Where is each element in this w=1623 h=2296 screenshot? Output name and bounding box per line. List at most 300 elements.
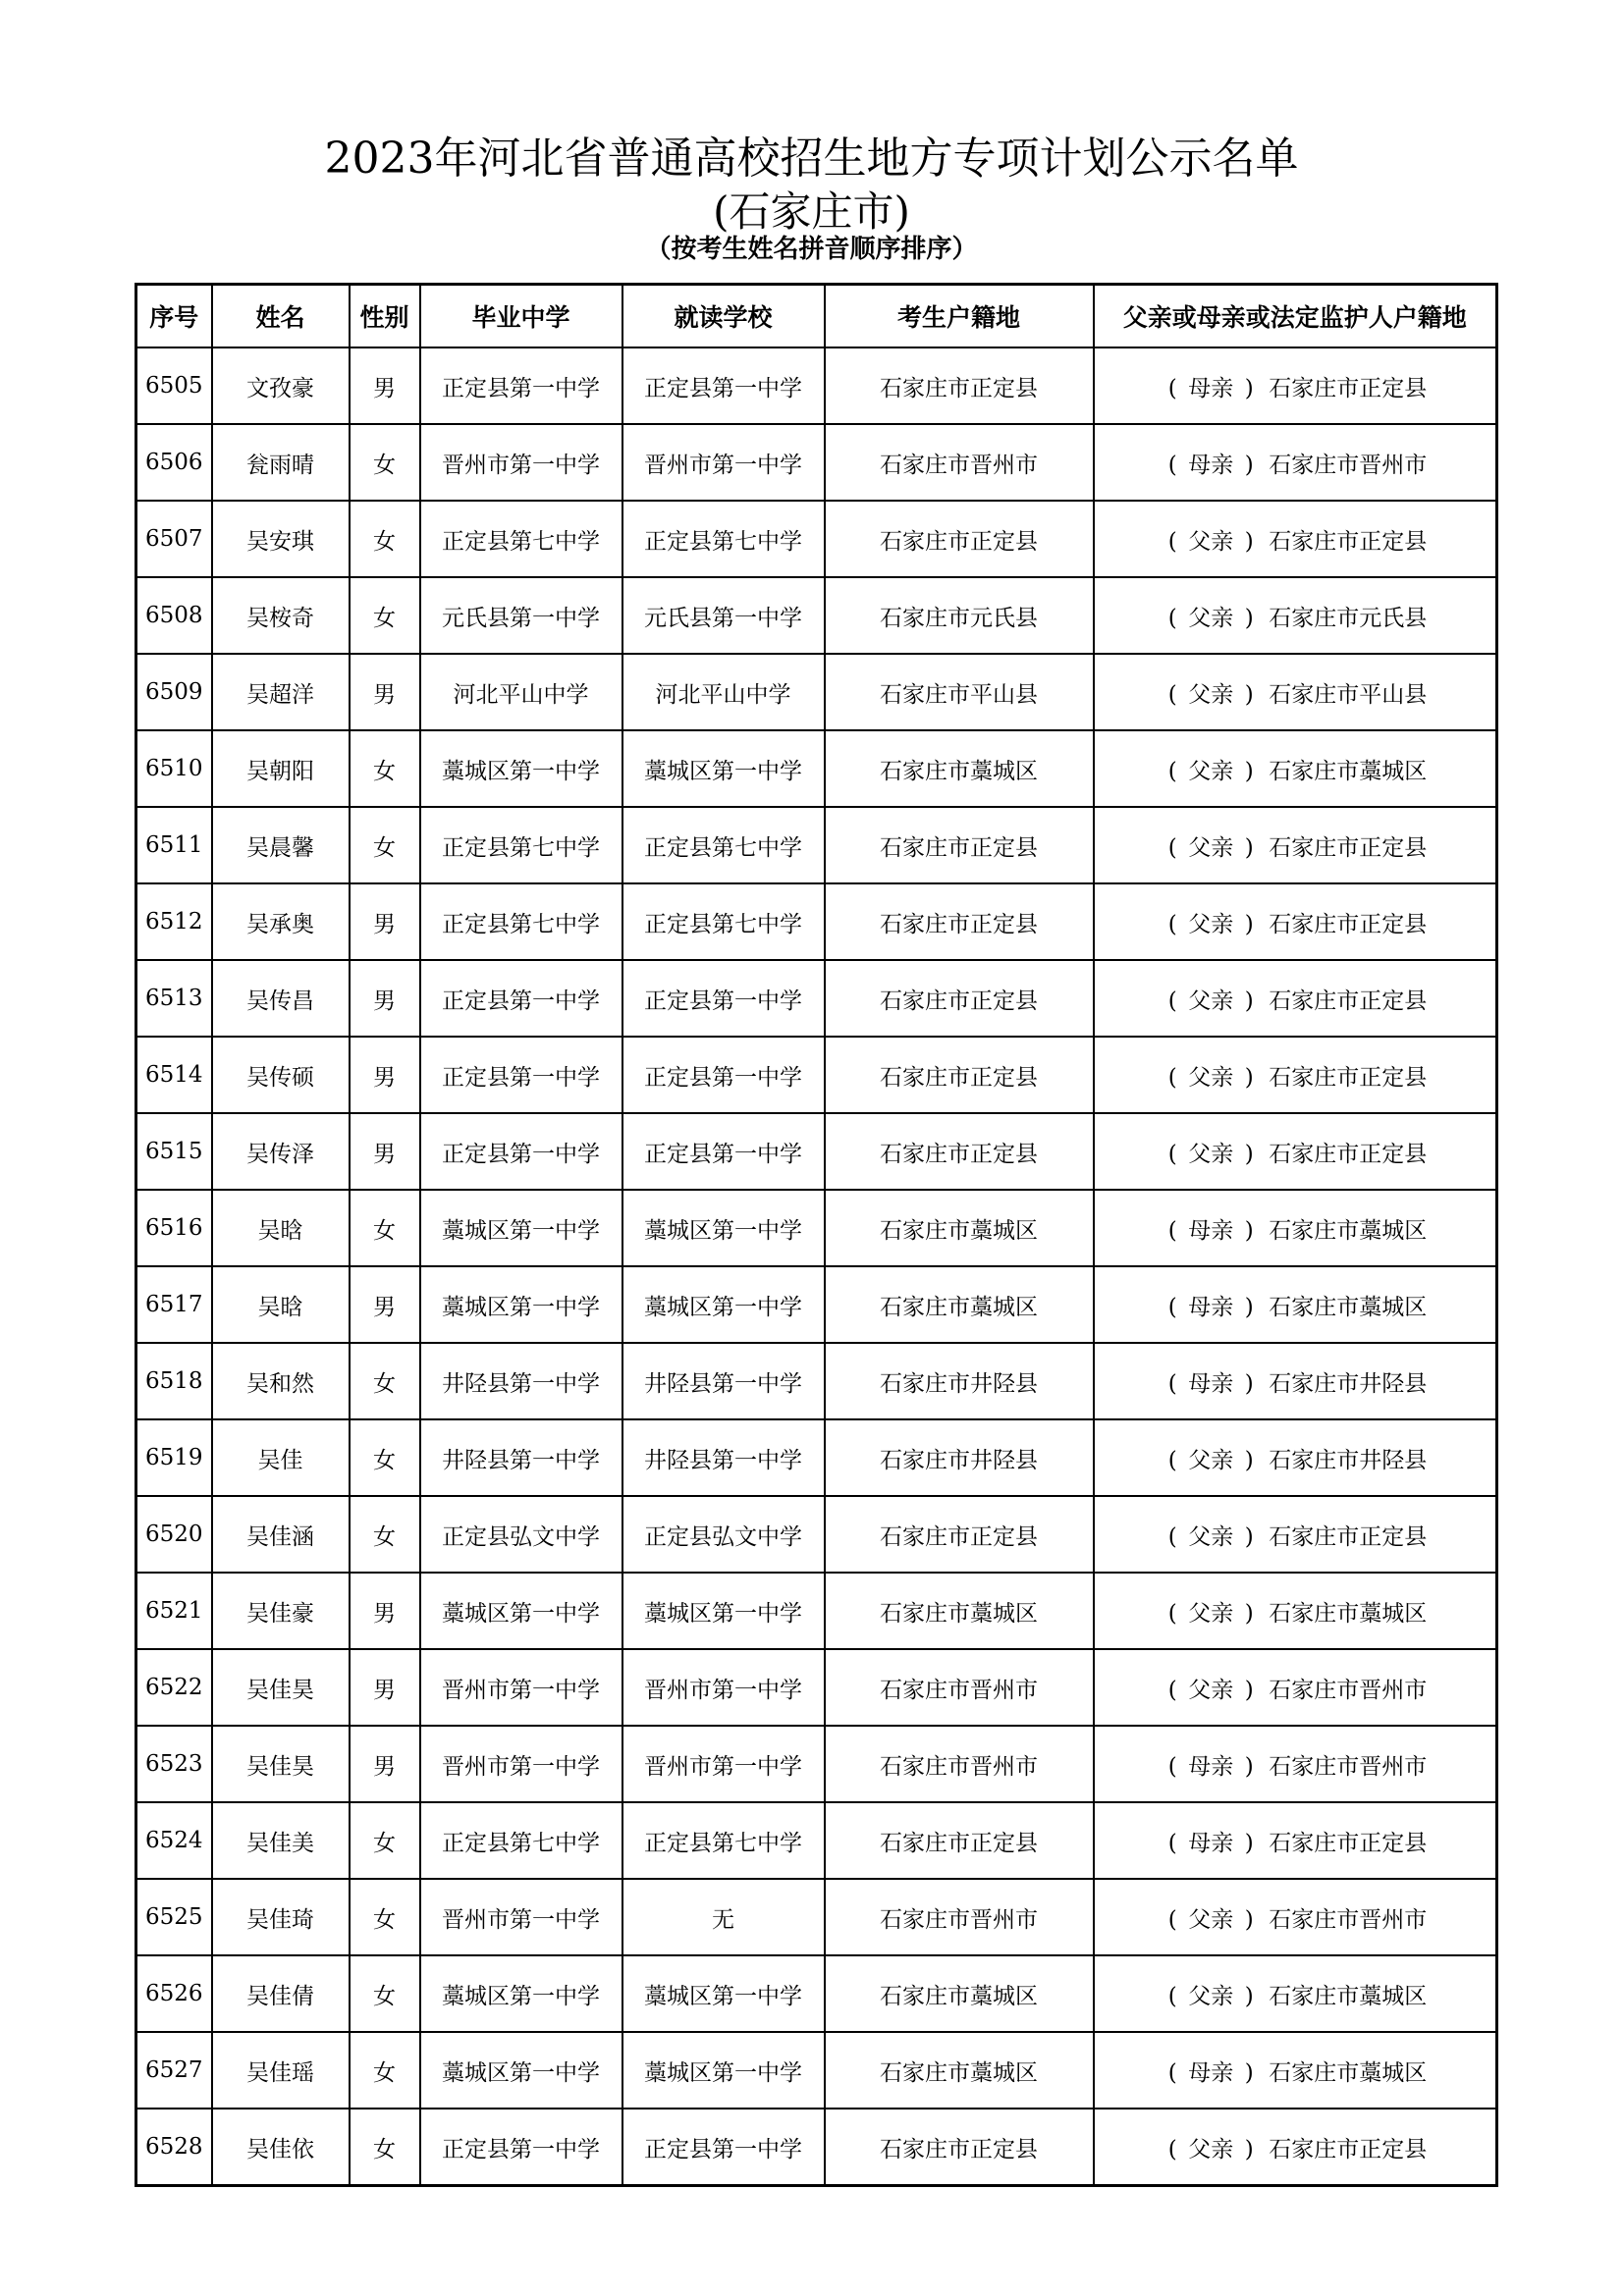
cell-gender: 女 <box>350 2032 420 2109</box>
guardian-relation: 父亲 <box>1188 1064 1234 1091</box>
guardian-relation: 父亲 <box>1188 1600 1234 1627</box>
cell-index: 6518 <box>136 1343 212 1419</box>
guardian-relation: 父亲 <box>1188 1677 1234 1703</box>
cell-index: 6524 <box>136 1802 212 1879</box>
open-paren: ( <box>1167 1447 1177 1473</box>
table-header-row <box>136 285 1497 348</box>
cell-index: 6505 <box>136 347 212 424</box>
cell-gender: 男 <box>350 1649 420 1726</box>
cell-grad-school: 正定县弘文中学 <box>420 1496 622 1573</box>
open-paren: ( <box>1167 605 1177 631</box>
cell-current-school: 井陉县第一中学 <box>622 1419 825 1496</box>
guardian-relation: 父亲 <box>1188 605 1234 631</box>
table-row <box>136 1726 1497 1802</box>
cell-current-school: 正定县第一中学 <box>622 1113 825 1190</box>
column-header-guardian-residence: 父亲或母亲或法定监护人户籍地 <box>1094 285 1497 348</box>
cell-name: 吴佳昊 <box>212 1649 350 1726</box>
open-paren: ( <box>1167 2136 1177 2163</box>
guardian-residence-value: 石家庄市井陉县 <box>1269 1447 1428 1473</box>
guardian-relation: 母亲 <box>1188 1217 1234 1244</box>
close-paren: ) <box>1244 1217 1254 1244</box>
cell-gender: 女 <box>350 1955 420 2032</box>
cell-grad-school: 正定县第一中学 <box>420 347 622 424</box>
page-title: 2023年河北省普通高校招生地方专项计划公示名单 <box>324 133 1299 184</box>
column-header-current-school: 就读学校 <box>622 285 825 348</box>
guardian-relation: 母亲 <box>1188 1830 1234 1856</box>
cell-current-school: 正定县第一中学 <box>622 2109 825 2186</box>
open-paren: ( <box>1167 911 1177 937</box>
table-row <box>136 654 1497 730</box>
cell-residence: 石家庄市正定县 <box>825 347 1094 424</box>
cell-current-school: 藁城区第一中学 <box>622 730 825 807</box>
cell-current-school: 藁城区第一中学 <box>622 1190 825 1266</box>
cell-index: 6528 <box>136 2109 212 2186</box>
cell-grad-school: 正定县第一中学 <box>420 960 622 1037</box>
cell-residence: 石家庄市正定县 <box>825 1037 1094 1113</box>
cell-residence: 石家庄市正定县 <box>825 1496 1094 1573</box>
open-paren: ( <box>1167 2059 1177 2086</box>
open-paren: ( <box>1167 1523 1177 1550</box>
cell-current-school: 藁城区第一中学 <box>622 2032 825 2109</box>
table-row <box>136 1496 1497 1573</box>
cell-index: 6522 <box>136 1649 212 1726</box>
table-row <box>136 2032 1497 2109</box>
guardian-relation: 父亲 <box>1188 1983 1234 2009</box>
table-row <box>136 577 1497 654</box>
guardian-relation: 母亲 <box>1188 1370 1234 1397</box>
cell-name: 吴佳美 <box>212 1802 350 1879</box>
cell-grad-school: 晋州市第一中学 <box>420 1649 622 1726</box>
close-paren: ) <box>1244 1677 1254 1703</box>
guardian-residence-value: 石家庄市正定县 <box>1269 1064 1428 1091</box>
cell-residence: 石家庄市正定县 <box>825 807 1094 883</box>
table-row <box>136 1419 1497 1496</box>
cell-current-school: 正定县第七中学 <box>622 807 825 883</box>
guardian-residence-value: 石家庄市井陉县 <box>1269 1370 1428 1397</box>
guardian-residence-value: 石家庄市正定县 <box>1269 1141 1428 1167</box>
cell-current-school: 正定县第七中学 <box>622 501 825 577</box>
cell-name: 吴承奥 <box>212 883 350 960</box>
close-paren: ) <box>1244 1906 1254 1933</box>
cell-name: 文孜豪 <box>212 347 350 424</box>
cell-grad-school: 正定县第七中学 <box>420 883 622 960</box>
guardian-residence-value: 石家庄市藁城区 <box>1269 1294 1428 1320</box>
cell-guardian-residence <box>1094 883 1497 960</box>
open-paren: ( <box>1167 1370 1177 1397</box>
guardian-relation: 父亲 <box>1188 681 1234 708</box>
cell-residence: 石家庄市晋州市 <box>825 1726 1094 1802</box>
close-paren: ) <box>1244 988 1254 1014</box>
close-paren: ) <box>1244 1294 1254 1320</box>
close-paren: ) <box>1244 605 1254 631</box>
table-row <box>136 730 1497 807</box>
guardian-relation: 母亲 <box>1188 452 1234 478</box>
guardian-relation: 父亲 <box>1188 758 1234 784</box>
table-row <box>136 960 1497 1037</box>
cell-name: 吴传硕 <box>212 1037 350 1113</box>
cell-current-school: 藁城区第一中学 <box>622 1955 825 2032</box>
cell-current-school: 正定县第一中学 <box>622 1037 825 1113</box>
guardian-residence-value: 石家庄市藁城区 <box>1269 2059 1428 2086</box>
cell-grad-school: 井陉县第一中学 <box>420 1419 622 1496</box>
open-paren: ( <box>1167 1830 1177 1856</box>
guardian-residence-value: 石家庄市正定县 <box>1269 2136 1428 2163</box>
close-paren: ) <box>1244 1447 1254 1473</box>
cell-grad-school: 正定县第七中学 <box>420 501 622 577</box>
cell-name: 吴佳倩 <box>212 1955 350 2032</box>
column-header-index: 序号 <box>136 285 212 348</box>
table-row <box>136 424 1497 501</box>
guardian-relation: 父亲 <box>1188 2136 1234 2163</box>
cell-residence: 石家庄市正定县 <box>825 960 1094 1037</box>
cell-guardian-residence <box>1094 2109 1497 2186</box>
cell-guardian-residence <box>1094 960 1497 1037</box>
guardian-residence-value: 石家庄市晋州市 <box>1269 1677 1428 1703</box>
cell-gender: 女 <box>350 807 420 883</box>
cell-gender: 女 <box>350 2109 420 2186</box>
cell-grad-school: 河北平山中学 <box>420 654 622 730</box>
cell-gender: 男 <box>350 347 420 424</box>
cell-gender: 男 <box>350 1266 420 1343</box>
close-paren: ) <box>1244 2059 1254 2086</box>
table-row <box>136 1343 1497 1419</box>
cell-name: 吴安琪 <box>212 501 350 577</box>
close-paren: ) <box>1244 834 1254 861</box>
cell-index: 6506 <box>136 424 212 501</box>
cell-grad-school: 正定县第七中学 <box>420 1802 622 1879</box>
table-row <box>136 1649 1497 1726</box>
cell-index: 6519 <box>136 1419 212 1496</box>
cell-residence: 石家庄市正定县 <box>825 883 1094 960</box>
guardian-relation: 父亲 <box>1188 528 1234 555</box>
city-subtitle: (石家庄市) <box>713 187 910 236</box>
table-row <box>136 1037 1497 1113</box>
open-paren: ( <box>1167 1906 1177 1933</box>
table-row <box>136 501 1497 577</box>
guardian-relation: 父亲 <box>1188 911 1234 937</box>
cell-index: 6512 <box>136 883 212 960</box>
cell-residence: 石家庄市藁城区 <box>825 1573 1094 1649</box>
cell-name: 吴朝阳 <box>212 730 350 807</box>
cell-residence: 石家庄市正定县 <box>825 1113 1094 1190</box>
close-paren: ) <box>1244 911 1254 937</box>
cell-gender: 女 <box>350 424 420 501</box>
cell-guardian-residence <box>1094 1037 1497 1113</box>
cell-residence: 石家庄市晋州市 <box>825 424 1094 501</box>
close-paren: ) <box>1244 528 1254 555</box>
cell-guardian-residence <box>1094 1726 1497 1802</box>
cell-guardian-residence <box>1094 1802 1497 1879</box>
cell-guardian-residence <box>1094 1573 1497 1649</box>
guardian-residence-value: 石家庄市平山县 <box>1269 681 1428 708</box>
guardian-relation: 父亲 <box>1188 988 1234 1014</box>
close-paren: ) <box>1244 1983 1254 2009</box>
guardian-residence-value: 石家庄市晋州市 <box>1269 1753 1428 1780</box>
table-row <box>136 2109 1497 2186</box>
cell-guardian-residence <box>1094 1343 1497 1419</box>
open-paren: ( <box>1167 1294 1177 1320</box>
roster-table <box>135 283 1498 2187</box>
cell-index: 6510 <box>136 730 212 807</box>
open-paren: ( <box>1167 1983 1177 2009</box>
cell-current-school: 河北平山中学 <box>622 654 825 730</box>
cell-gender: 女 <box>350 577 420 654</box>
cell-name: 吴传昌 <box>212 960 350 1037</box>
cell-guardian-residence <box>1094 1419 1497 1496</box>
cell-name: 吴晗 <box>212 1190 350 1266</box>
cell-residence: 石家庄市藁城区 <box>825 1190 1094 1266</box>
cell-name: 吴传泽 <box>212 1113 350 1190</box>
open-paren: ( <box>1167 1141 1177 1167</box>
open-paren: ( <box>1167 1600 1177 1627</box>
close-paren: ) <box>1244 681 1254 708</box>
cell-index: 6507 <box>136 501 212 577</box>
cell-name: 吴佳琦 <box>212 1879 350 1955</box>
cell-residence: 石家庄市藁城区 <box>825 730 1094 807</box>
cell-residence: 石家庄市井陉县 <box>825 1343 1094 1419</box>
cell-name: 瓮雨晴 <box>212 424 350 501</box>
close-paren: ) <box>1244 1141 1254 1167</box>
table-row <box>136 1266 1497 1343</box>
open-paren: ( <box>1167 1217 1177 1244</box>
cell-current-school: 无 <box>622 1879 825 1955</box>
cell-residence: 石家庄市井陉县 <box>825 1419 1094 1496</box>
cell-current-school: 元氏县第一中学 <box>622 577 825 654</box>
cell-guardian-residence <box>1094 347 1497 424</box>
cell-guardian-residence <box>1094 501 1497 577</box>
open-paren: ( <box>1167 375 1177 401</box>
guardian-residence-value: 石家庄市晋州市 <box>1269 1906 1428 1933</box>
close-paren: ) <box>1244 1830 1254 1856</box>
cell-current-school: 正定县第七中学 <box>622 1802 825 1879</box>
cell-index: 6527 <box>136 2032 212 2109</box>
guardian-residence-value: 石家庄市藁城区 <box>1269 1600 1428 1627</box>
guardian-residence-value: 石家庄市正定县 <box>1269 834 1428 861</box>
cell-current-school: 正定县第一中学 <box>622 347 825 424</box>
close-paren: ) <box>1244 452 1254 478</box>
cell-gender: 女 <box>350 1879 420 1955</box>
guardian-residence-value: 石家庄市藁城区 <box>1269 1217 1428 1244</box>
cell-residence: 石家庄市藁城区 <box>825 1266 1094 1343</box>
cell-residence: 石家庄市藁城区 <box>825 2032 1094 2109</box>
cell-name: 吴桉奇 <box>212 577 350 654</box>
open-paren: ( <box>1167 1753 1177 1780</box>
cell-gender: 女 <box>350 1496 420 1573</box>
open-paren: ( <box>1167 758 1177 784</box>
table-row <box>136 1573 1497 1649</box>
guardian-residence-value: 石家庄市藁城区 <box>1269 758 1428 784</box>
cell-current-school: 晋州市第一中学 <box>622 424 825 501</box>
cell-gender: 女 <box>350 730 420 807</box>
guardian-residence-value: 石家庄市元氏县 <box>1269 605 1428 631</box>
cell-guardian-residence <box>1094 654 1497 730</box>
cell-grad-school: 正定县第一中学 <box>420 1037 622 1113</box>
column-header-grad-school: 毕业中学 <box>420 285 622 348</box>
cell-index: 6515 <box>136 1113 212 1190</box>
cell-guardian-residence <box>1094 730 1497 807</box>
cell-index: 6523 <box>136 1726 212 1802</box>
cell-current-school: 井陉县第一中学 <box>622 1343 825 1419</box>
cell-grad-school: 井陉县第一中学 <box>420 1343 622 1419</box>
cell-name: 吴佳 <box>212 1419 350 1496</box>
cell-guardian-residence <box>1094 1955 1497 2032</box>
cell-index: 6508 <box>136 577 212 654</box>
table-row <box>136 883 1497 960</box>
cell-guardian-residence <box>1094 1496 1497 1573</box>
cell-guardian-residence <box>1094 1113 1497 1190</box>
cell-gender: 男 <box>350 1037 420 1113</box>
guardian-relation: 母亲 <box>1188 1753 1234 1780</box>
open-paren: ( <box>1167 1064 1177 1091</box>
column-header-name: 姓名 <box>212 285 350 348</box>
guardian-residence-value: 石家庄市正定县 <box>1269 528 1428 555</box>
guardian-relation: 父亲 <box>1188 1447 1234 1473</box>
cell-residence: 石家庄市晋州市 <box>825 1649 1094 1726</box>
cell-grad-school: 藁城区第一中学 <box>420 730 622 807</box>
guardian-residence-value: 石家庄市正定县 <box>1269 1523 1428 1550</box>
close-paren: ) <box>1244 1523 1254 1550</box>
cell-grad-school: 藁城区第一中学 <box>420 1955 622 2032</box>
guardian-relation: 母亲 <box>1188 1294 1234 1320</box>
guardian-residence-value: 石家庄市正定县 <box>1269 911 1428 937</box>
cell-guardian-residence <box>1094 577 1497 654</box>
open-paren: ( <box>1167 834 1177 861</box>
cell-index: 6525 <box>136 1879 212 1955</box>
guardian-relation: 母亲 <box>1188 2059 1234 2086</box>
cell-index: 6511 <box>136 807 212 883</box>
guardian-relation: 父亲 <box>1188 1906 1234 1933</box>
cell-gender: 男 <box>350 654 420 730</box>
column-header-residence: 考生户籍地 <box>825 285 1094 348</box>
cell-current-school: 正定县第七中学 <box>622 883 825 960</box>
guardian-relation: 父亲 <box>1188 834 1234 861</box>
cell-index: 6509 <box>136 654 212 730</box>
column-header-gender: 性别 <box>350 285 420 348</box>
open-paren: ( <box>1167 1677 1177 1703</box>
cell-grad-school: 藁城区第一中学 <box>420 1573 622 1649</box>
open-paren: ( <box>1167 988 1177 1014</box>
cell-residence: 石家庄市正定县 <box>825 501 1094 577</box>
cell-gender: 男 <box>350 1726 420 1802</box>
open-paren: ( <box>1167 452 1177 478</box>
cell-index: 6520 <box>136 1496 212 1573</box>
open-paren: ( <box>1167 528 1177 555</box>
close-paren: ) <box>1244 2136 1254 2163</box>
guardian-residence-value: 石家庄市晋州市 <box>1269 452 1428 478</box>
guardian-residence-value: 石家庄市藁城区 <box>1269 1983 1428 2009</box>
table-row <box>136 1955 1497 2032</box>
cell-index: 6513 <box>136 960 212 1037</box>
cell-residence: 石家庄市元氏县 <box>825 577 1094 654</box>
table-row <box>136 1113 1497 1190</box>
table-body <box>136 347 1497 2186</box>
cell-name: 吴和然 <box>212 1343 350 1419</box>
cell-guardian-residence <box>1094 1190 1497 1266</box>
cell-guardian-residence <box>1094 424 1497 501</box>
cell-index: 6514 <box>136 1037 212 1113</box>
cell-name: 吴佳依 <box>212 2109 350 2186</box>
cell-residence: 石家庄市藁城区 <box>825 1955 1094 2032</box>
cell-grad-school: 晋州市第一中学 <box>420 1726 622 1802</box>
guardian-residence-value: 石家庄市正定县 <box>1269 988 1428 1014</box>
cell-index: 6517 <box>136 1266 212 1343</box>
cell-current-school: 藁城区第一中学 <box>622 1573 825 1649</box>
cell-grad-school: 晋州市第一中学 <box>420 1879 622 1955</box>
cell-name: 吴佳瑶 <box>212 2032 350 2109</box>
cell-gender: 女 <box>350 1343 420 1419</box>
cell-grad-school: 元氏县第一中学 <box>420 577 622 654</box>
cell-gender: 女 <box>350 1802 420 1879</box>
table-row <box>136 807 1497 883</box>
cell-gender: 男 <box>350 1113 420 1190</box>
cell-gender: 男 <box>350 1573 420 1649</box>
cell-name: 吴超洋 <box>212 654 350 730</box>
close-paren: ) <box>1244 1753 1254 1780</box>
cell-gender: 女 <box>350 1190 420 1266</box>
cell-guardian-residence <box>1094 807 1497 883</box>
cell-current-school: 晋州市第一中学 <box>622 1649 825 1726</box>
cell-gender: 女 <box>350 1419 420 1496</box>
cell-grad-school: 藁城区第一中学 <box>420 1266 622 1343</box>
sort-note: （按考生姓名拼音顺序排序） <box>645 235 978 264</box>
close-paren: ) <box>1244 375 1254 401</box>
cell-name: 吴佳昊 <box>212 1726 350 1802</box>
cell-residence: 石家庄市平山县 <box>825 654 1094 730</box>
cell-index: 6521 <box>136 1573 212 1649</box>
close-paren: ) <box>1244 1600 1254 1627</box>
cell-name: 吴佳豪 <box>212 1573 350 1649</box>
table-row <box>136 1802 1497 1879</box>
cell-current-school: 晋州市第一中学 <box>622 1726 825 1802</box>
close-paren: ) <box>1244 1064 1254 1091</box>
table-row <box>136 1190 1497 1266</box>
guardian-relation: 父亲 <box>1188 1141 1234 1167</box>
cell-residence: 石家庄市正定县 <box>825 2109 1094 2186</box>
cell-grad-school: 正定县第一中学 <box>420 1113 622 1190</box>
cell-guardian-residence <box>1094 1266 1497 1343</box>
guardian-residence-value: 石家庄市正定县 <box>1269 375 1428 401</box>
cell-residence: 石家庄市正定县 <box>825 1802 1094 1879</box>
cell-index: 6516 <box>136 1190 212 1266</box>
cell-grad-school: 正定县第七中学 <box>420 807 622 883</box>
table-row <box>136 347 1497 424</box>
cell-current-school: 正定县弘文中学 <box>622 1496 825 1573</box>
cell-gender: 男 <box>350 960 420 1037</box>
cell-current-school: 藁城区第一中学 <box>622 1266 825 1343</box>
guardian-relation: 父亲 <box>1188 1523 1234 1550</box>
close-paren: ) <box>1244 1370 1254 1397</box>
cell-name: 吴晗 <box>212 1266 350 1343</box>
cell-grad-school: 晋州市第一中学 <box>420 424 622 501</box>
cell-grad-school: 藁城区第一中学 <box>420 2032 622 2109</box>
cell-name: 吴佳涵 <box>212 1496 350 1573</box>
cell-grad-school: 藁城区第一中学 <box>420 1190 622 1266</box>
cell-guardian-residence <box>1094 2032 1497 2109</box>
guardian-relation: 母亲 <box>1188 375 1234 401</box>
cell-name: 吴晨馨 <box>212 807 350 883</box>
cell-residence: 石家庄市晋州市 <box>825 1879 1094 1955</box>
cell-guardian-residence <box>1094 1879 1497 1955</box>
cell-grad-school: 正定县第一中学 <box>420 2109 622 2186</box>
cell-gender: 女 <box>350 501 420 577</box>
cell-guardian-residence <box>1094 1649 1497 1726</box>
close-paren: ) <box>1244 758 1254 784</box>
cell-current-school: 正定县第一中学 <box>622 960 825 1037</box>
guardian-residence-value: 石家庄市正定县 <box>1269 1830 1428 1856</box>
cell-gender: 男 <box>350 883 420 960</box>
open-paren: ( <box>1167 681 1177 708</box>
cell-index: 6526 <box>136 1955 212 2032</box>
